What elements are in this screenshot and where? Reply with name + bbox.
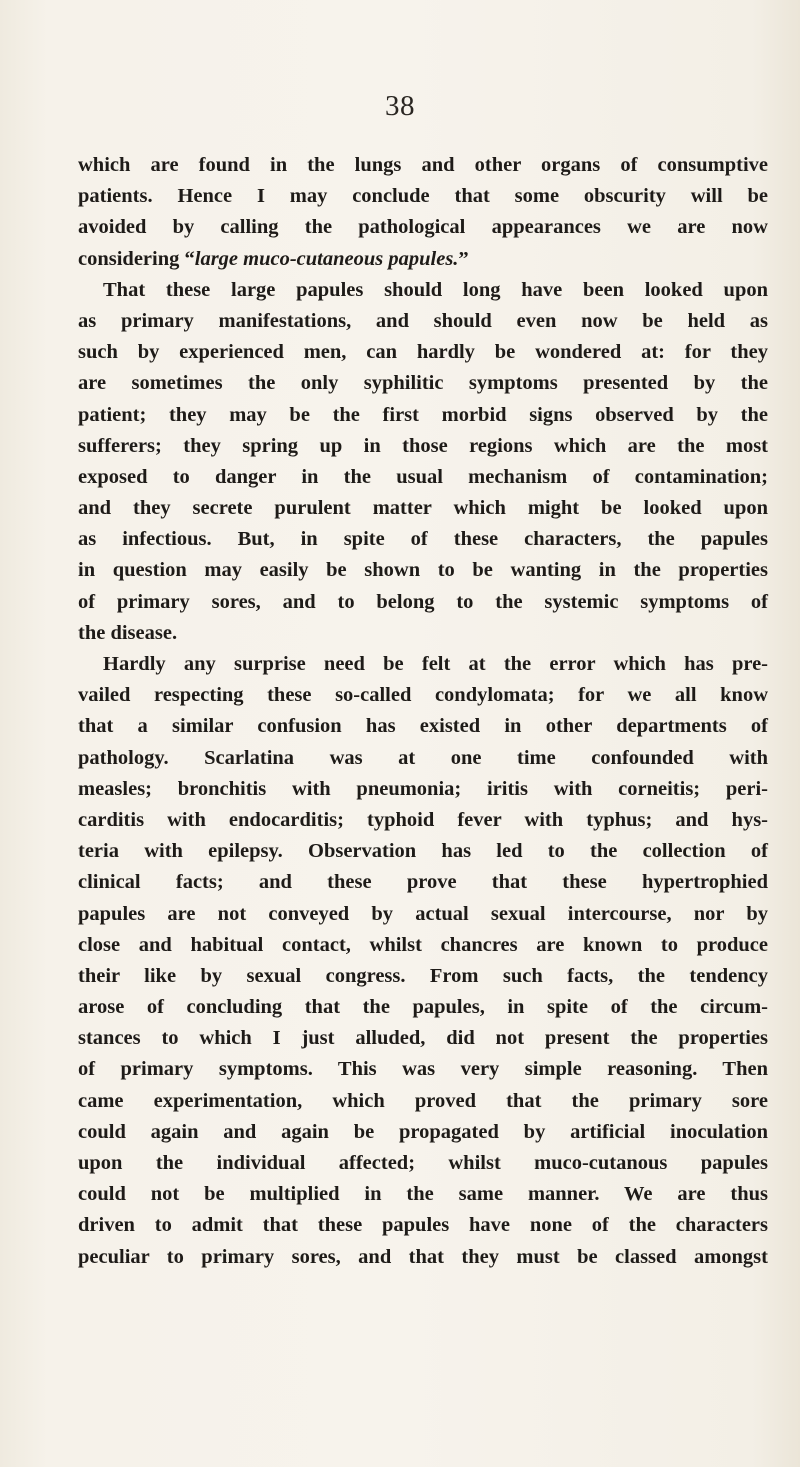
text-line: vailed respecting these so-called condylomata; for we all know (78, 684, 768, 707)
text-line: the disease. (78, 621, 178, 644)
text-line: That these large papules should long have been looked upon (103, 278, 768, 301)
text-line: patient; they may be the first morbid signs observed by the (78, 403, 768, 426)
text-line: sufferers; they spring up in those regions which are the most (78, 434, 768, 457)
italic-term: large muco-cutaneous papules. (194, 247, 459, 270)
text-line: driven to admit that these papules have none of the characters (78, 1214, 768, 1237)
text-line: and they secrete purulent matter which might be looked upon (78, 497, 768, 520)
text-line: could again and again be propagated by artificial inoculation (78, 1120, 768, 1143)
text-line: arose of concluding that the papules, in spite of the circum- (78, 996, 768, 1019)
text-line: in question may easily be shown to be wanting in the properties (78, 559, 768, 582)
text-line: Hardly any surprise need be felt at the error which has pre- (103, 653, 768, 675)
text-line: which are found in the lungs and other organs of consumptive (78, 154, 768, 176)
text-line: clinical facts; and these prove that these hypertrophied (78, 871, 768, 894)
text-line: measles; bronchitis with pneumonia; iritis with corneitis; peri- (78, 777, 768, 800)
text-line: are sometimes the only syphilitic symptoms presented by the (78, 372, 768, 395)
text-line: came experimentation, which proved that the primary sore (78, 1089, 768, 1112)
text-line: peculiar to primary sores, and that they must be classed amongst (78, 1245, 768, 1268)
text-line: close and habitual contact, whilst chancres are known to produce (78, 933, 768, 956)
text-line: such by experienced men, can hardly be wondered at: for they (78, 341, 768, 364)
page-number: 38 (385, 90, 415, 122)
text-line: could not be multiplied in the same manner. We are thus (78, 1183, 768, 1206)
text-line: pathology. Scarlatina was at one time confounded with (78, 746, 768, 769)
text-line: carditis with endocarditis; typhoid fever with typhus; and hys- (78, 808, 768, 831)
text-line: stances to which I just alluded, did not present the properties (78, 1027, 768, 1050)
text-line (78, 244, 768, 275)
text-line: of primary symptoms. This was very simple reasoning. Then (78, 1058, 768, 1081)
text-line: as primary manifestations, and should even now be held as (78, 309, 768, 332)
text-line: exposed to danger in the usual mechanism of contamination; (78, 465, 768, 488)
text-line: patients. Hence I may conclude that some obscurity will be (78, 185, 768, 208)
text-line: teria with epilepsy. Observation has led to the collection of (78, 840, 768, 863)
text-run: considering “ (78, 247, 195, 270)
text-line: of primary sores, and to belong to the systemic symptoms of (78, 590, 768, 613)
text-line: papules are not conveyed by actual sexual intercourse, nor by (78, 902, 768, 925)
text-line: as infectious. But, in spite of these characters, the papules (78, 528, 768, 551)
text-line: that a similar confusion has existed in other departments of (78, 715, 768, 738)
text-run: ” (458, 247, 469, 270)
text-line: their like by sexual congress. From such facts, the tendency (78, 964, 768, 987)
text-line: upon the individual affected; whilst muco-cutanous papules (78, 1152, 768, 1174)
text-line: avoided by calling the pathological appearances we are now (78, 216, 768, 239)
body-text (78, 150, 768, 1273)
